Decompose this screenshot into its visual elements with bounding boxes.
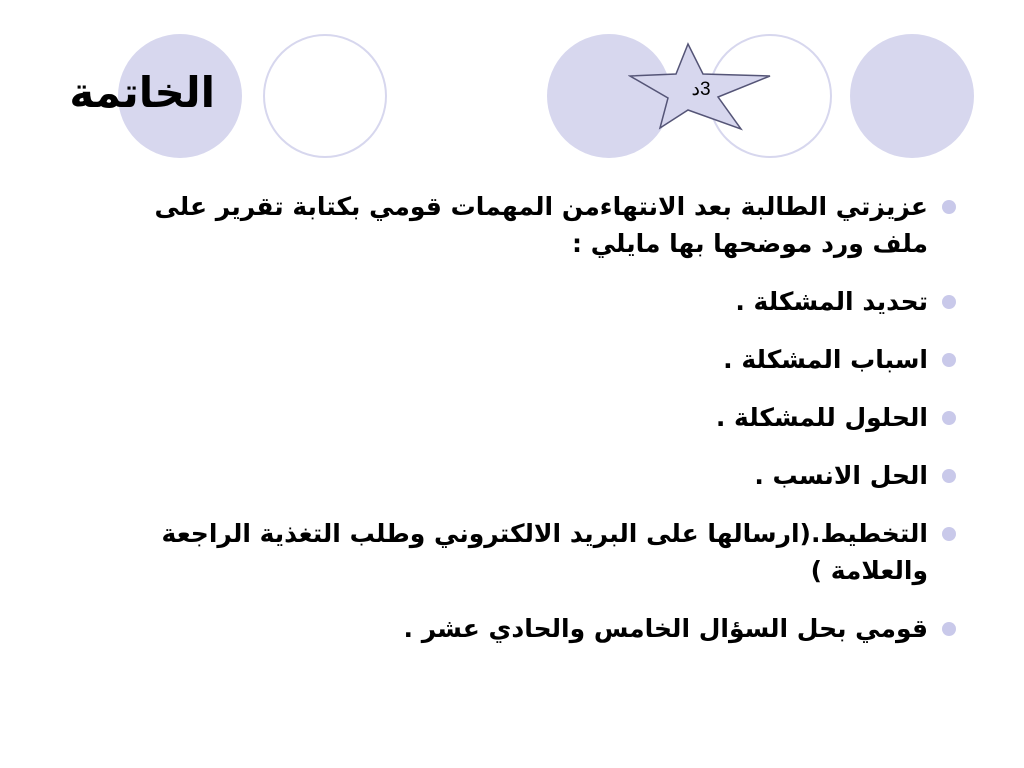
bullet-item-causes <box>100 341 962 378</box>
star-badge <box>628 42 774 132</box>
bullet-dot-icon <box>942 469 956 483</box>
star-badge-label: 3د <box>691 79 711 100</box>
bullet-text: الحلول للمشكلة . <box>715 403 928 432</box>
bullet-dot-icon <box>942 295 956 309</box>
bullet-item-report <box>100 188 962 262</box>
decor-circle-2 <box>263 34 387 158</box>
bullet-item-define-problem <box>100 283 962 320</box>
bullet-item-questions <box>100 610 962 647</box>
bullet-item-solutions <box>100 399 962 436</box>
bullet-text: قومي بحل السؤال الخامس والحادي عشر . <box>403 614 928 643</box>
bullet-list <box>100 188 962 647</box>
bullet-text: الحل الانسب . <box>754 461 928 490</box>
decor-circle-5 <box>850 34 974 158</box>
bullet-item-planning <box>100 515 962 589</box>
slide-title: الخاتمة <box>69 68 215 117</box>
bullet-dot-icon <box>942 353 956 367</box>
bullet-dot-icon <box>942 622 956 636</box>
bullet-dot-icon <box>942 527 956 541</box>
bullet-text: اسباب المشكلة . <box>723 345 928 374</box>
bullet-text: تحديد المشكلة . <box>735 287 928 316</box>
bullet-text: عزيزتي الطالبة بعد الانتهاءمن المهمات قومي بكتابة تقرير على ملف ورد موضحها بها مايلي : <box>154 192 928 258</box>
bullet-dot-icon <box>942 200 956 214</box>
bullet-content <box>100 188 962 708</box>
bullet-item-best-solution <box>100 457 962 494</box>
bullet-dot-icon <box>942 411 956 425</box>
bullet-text: التخطيط.(ارسالها على البريد الالكتروني وطلب التغذية الراجعة والعلامة ) <box>161 519 928 585</box>
